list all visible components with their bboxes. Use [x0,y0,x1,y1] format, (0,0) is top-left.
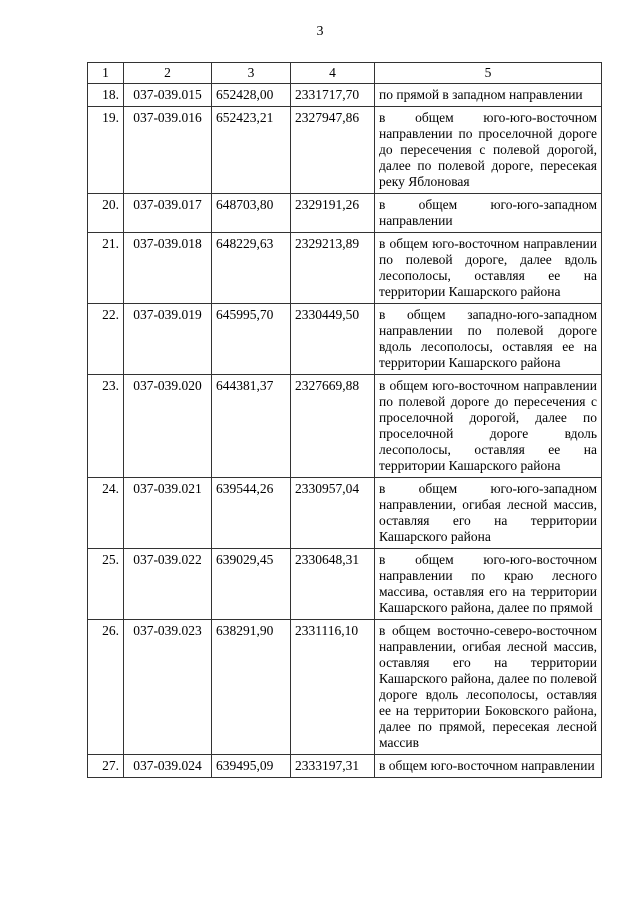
row-number-cell: 27. [88,755,124,778]
row-number-cell: 25. [88,549,124,620]
boundary-description-cell: в общем юго-юго-западном направлении, огибая лесной массив, оставляя его на территории Кашарского района [375,478,602,549]
boundary-description-cell: в общем юго-юго-западном направлении [375,194,602,233]
x-coordinate-cell: 639495,09 [212,755,291,778]
y-coordinate-cell: 2330648,31 [291,549,375,620]
row-number-cell: 20. [88,194,124,233]
boundary-description-cell: в общем юго-восточном направлении по полевой дороге, далее вдоль лесополосы, оставляя ее на территории Кашарского района [375,233,602,304]
x-coordinate-cell: 652423,21 [212,107,291,194]
y-coordinate-cell: 2331717,70 [291,84,375,107]
boundary-description-cell: в общем юго-юго-восточном направлении по краю лесного массива, оставляя его на территории Кашарского района, далее по прямой [375,549,602,620]
y-coordinate-cell: 2329191,26 [291,194,375,233]
point-code-cell: 037-039.015 [124,84,212,107]
y-coordinate-cell: 2330449,50 [291,304,375,375]
table-row [88,304,602,375]
row-number-cell: 22. [88,304,124,375]
header-col-1: 1 [88,63,124,84]
point-code-cell: 037-039.022 [124,549,212,620]
x-coordinate-cell: 648229,63 [212,233,291,304]
row-number-cell: 24. [88,478,124,549]
point-code-cell: 037-039.020 [124,375,212,478]
x-coordinate-cell: 645995,70 [212,304,291,375]
boundary-description-cell: в общем юго-юго-восточном направлении по проселочной дороге до пересечения с полевой дорогой, далее по полевой дороге, пересекая реку Яблоновая [375,107,602,194]
table-row [88,107,602,194]
boundary-description-cell: в общем восточно-северо-восточном направлении, огибая лесной массив, оставляя его на территории Кашарского района, далее по полевой дороге вдоль лесополосы, оставляя ее на территории Боковского района, далее по прямой, пересекая лесной массив [375,620,602,755]
boundary-description-cell: по прямой в западном направлении [375,84,602,107]
header-col-3: 3 [212,63,291,84]
point-code-cell: 037-039.024 [124,755,212,778]
x-coordinate-cell: 639544,26 [212,478,291,549]
x-coordinate-cell: 639029,45 [212,549,291,620]
page-number: 3 [316,24,324,39]
header-col-4: 4 [291,63,375,84]
table-row [88,620,602,755]
boundary-points-table [87,62,602,778]
y-coordinate-cell: 2331116,10 [291,620,375,755]
point-code-cell: 037-039.018 [124,233,212,304]
boundary-description-cell: в общем юго-восточном направлении по полевой дороге до пересечения с проселочной дорогой, далее по проселочной дороге вдоль лесополосы, оставляя ее на территории Кашарского района [375,375,602,478]
x-coordinate-cell: 638291,90 [212,620,291,755]
y-coordinate-cell: 2327669,88 [291,375,375,478]
x-coordinate-cell: 644381,37 [212,375,291,478]
row-number-cell: 18. [88,84,124,107]
table-row [88,194,602,233]
point-code-cell: 037-039.023 [124,620,212,755]
y-coordinate-cell: 2327947,86 [291,107,375,194]
table-row [88,233,602,304]
point-code-cell: 037-039.019 [124,304,212,375]
row-number-cell: 21. [88,233,124,304]
point-code-cell: 037-039.017 [124,194,212,233]
x-coordinate-cell: 652428,00 [212,84,291,107]
table-row [88,755,602,778]
header-col-5: 5 [375,63,602,84]
row-number-cell: 26. [88,620,124,755]
table-row [88,84,602,107]
row-number-cell: 19. [88,107,124,194]
boundary-description-cell: в общем юго-восточном направлении [375,755,602,778]
header-col-2: 2 [124,63,212,84]
table-row [88,478,602,549]
table-row [88,549,602,620]
y-coordinate-cell: 2329213,89 [291,233,375,304]
x-coordinate-cell: 648703,80 [212,194,291,233]
table-row [88,375,602,478]
row-number-cell: 23. [88,375,124,478]
y-coordinate-cell: 2330957,04 [291,478,375,549]
boundary-description-cell: в общем западно-юго-западном направлении по полевой дороге вдоль лесополосы, оставляя ее на территории Кашарского района [375,304,602,375]
table-header-row [88,63,602,84]
y-coordinate-cell: 2333197,31 [291,755,375,778]
point-code-cell: 037-039.016 [124,107,212,194]
point-code-cell: 037-039.021 [124,478,212,549]
